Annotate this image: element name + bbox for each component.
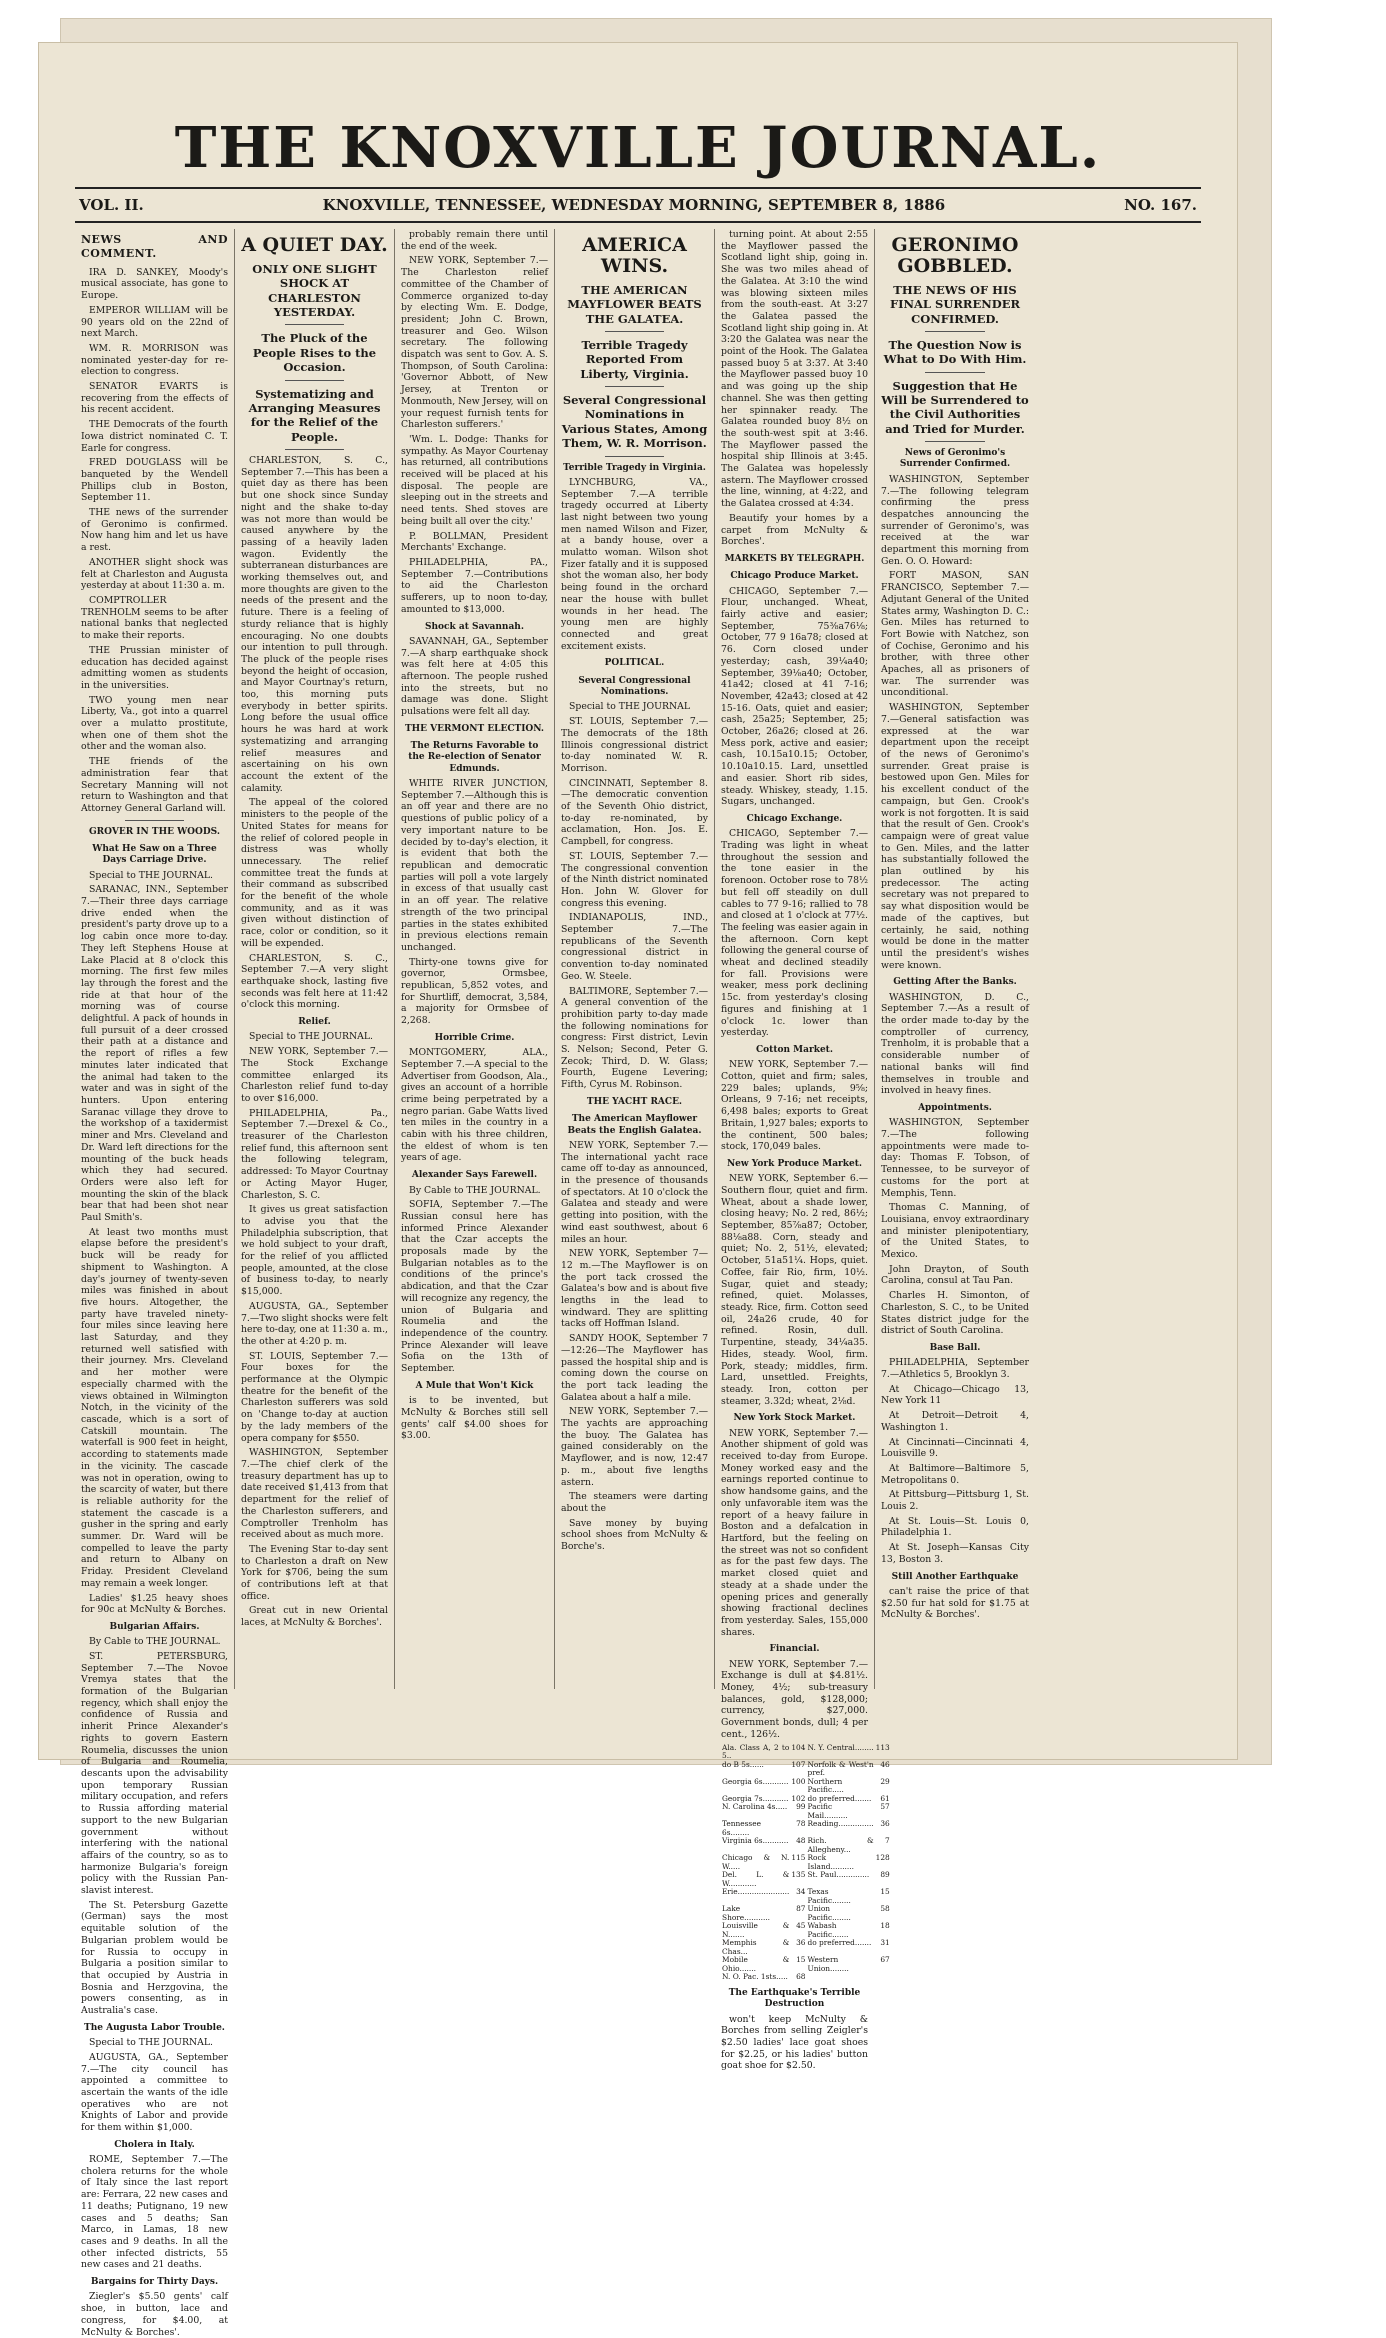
story-credit: Special to THE JOURNAL [569, 701, 691, 713]
story-paragraph: WHITE RIVER JUNCTION, September 7.—Although this is an off year and there are no questions of public policy of a very important nature to be decided by to-day's election, it is evident that both the republican and democratic parties will poll a vote largely in excess of that usually cast in an off year. The relative strength of the two principal parties in the states exhibited in previous elections remain unchanged. [401, 778, 548, 953]
table-row [721, 1854, 891, 1871]
score-line: At St. Joseph—Kansas City 13, Boston 3. [881, 1542, 1029, 1565]
table-row [721, 1888, 891, 1905]
table-cell: 135 [791, 1870, 806, 1880]
story-paragraph: NEW YORK, September 7.—Cotton, quiet and firm; sales, 229 bales; uplands, 9⅝; Orleans, 9 7-16; net receipts, 6,498 bales; exports to Great Britain, 1,927 bales; exports to the continent, 500 bales; stock, 170,049 bales. [721, 1059, 868, 1153]
story-paragraph: NEW YORK, September 7.—Another shipment of gold was received to-day from Europe. Money worked easy and the earnings reported continue to show handsome gains, and the only unfavorable item was the report of a heavy failure in Boston and a defalcation in Hartford, but the feeling on the street was not so confident as for the past few days. The market closed quiet and steady at a shade under the opening prices and generally showing fractional declines from yesterday. Sales, 155,000 shares. [721, 1427, 868, 1638]
table-cell: Tennessee 6s........ [722, 1819, 761, 1837]
table-cell: Texas Pacific........ [807, 1887, 851, 1905]
table-cell: 99 [796, 1802, 806, 1812]
subheadline: The Pluck of the People Rises to the Occasion. [252, 331, 377, 375]
story-paragraph: ST. LOUIS, September 7.—The democrats of the 18th Illinois congressional district to-day nominated W. R. Morrison. [561, 716, 708, 774]
table-cell: Georgia 7s........... [722, 1793, 789, 1803]
table-cell: 15 [880, 1887, 890, 1897]
table-cell: 15 [796, 1955, 806, 1965]
column-3 [395, 229, 555, 1689]
story-heading: New York Stock Market. [733, 1413, 856, 1424]
table-cell [875, 1973, 891, 1982]
table-row [721, 1905, 891, 1922]
table-cell: 128 [875, 1853, 890, 1863]
score-line: PHILADELPHIA, September 7.—Athletics 5, Brooklyn 3. [881, 1357, 1029, 1381]
table-cell: Mobile & Ohio....... [722, 1955, 790, 1973]
story-paragraph: WASHINGTON, D. C., September 7.—As a result of the order made to-day by the comptroller of currency, Trenholm, it is probable that a considerable number of national banks will find themselves in trouble and involved in heavy fines. [881, 991, 1029, 1097]
story-paragraph: Thirty-one towns give for governor, Ormsbee, republican, 5,852 votes, and for Shurtliff, democrat, 3,584, a majority for Ormsbee of 2,268. [401, 956, 548, 1027]
table-row [721, 1956, 891, 1973]
story-paragraph: WASHINGTON, September 7.—The following appointments were made to-day: Thomas F. Tobson, of Tennessee, to be surveyor of customs for the port at Memphis, Tenn. [881, 1117, 1029, 1199]
table-cell: Rock Island.......... [807, 1853, 854, 1871]
story-paragraph: SAVANNAH, GA., September 7.—A sharp earthquake shock was felt here at 4:05 this afternoon. The people rushed into the streets, but no damage was done. Slight pulsations were felt all day. [401, 635, 548, 718]
story-paragraph: At least two months must elapse before the president's buck will be ready for shipment to Washington. A day's journey of twenty-seven miles was finished in about five hours. Altogether, the party have traveled ninety-four miles since leaving here last Saturday, and they returned well satisfied with their journey. Mrs. Cleveland and her mother were especially charmed with the views obtained in Wilmington Notch, in the vicinity of the cascade, which is a sort of Catskill mountain. The waterfall is 900 feet in height, according to statements made in the vicinity. The cascade was not in operation, owing to the scarcity of water, but there is reliable authority for the statement the cascade is a gusher in the spring and early summer. Dr. Ward will be compelled to leave the party and return to Albany on Friday. President Cleveland may remain a week longer. [81, 1226, 228, 1589]
story-heading: Bulgarian Affairs. [109, 1621, 200, 1632]
story-paragraph: can't raise the price of that $2.50 fur hat sold for $1.75 at McNulty & Borches'. [881, 1585, 1029, 1621]
table-cell: 100 [791, 1776, 806, 1786]
subheadline: Several Congressional Nominations in Various States, Among Them, W. R. Morrison. [561, 393, 708, 451]
table-cell: 7 [885, 1836, 890, 1846]
story-paragraph: BALTIMORE, September 7.—A general convention of the prohibition party to-day made the following nominations for congress: First district, Levin S. Nelson; Second, Peter G. Zecok; Third, D. W. Glass; Fourth, Eugene Levering; Fifth, Cyrus M. Robinson. [561, 985, 708, 1091]
story-heading: Horrible Crime. [434, 1032, 515, 1043]
table-cell: St. Paul.............. [807, 1870, 870, 1880]
story-heading: Base Ball. [929, 1342, 981, 1353]
table-cell: 115 [791, 1853, 806, 1863]
story-heading: Chicago Produce Market. [730, 571, 859, 582]
story-paragraph: CHARLESTON, S. C., September 7.—A very slight earthquake shock, lasting five seconds was felt here at 11:42 o'clock this morning. [241, 952, 388, 1011]
advertisement: Save money by buying school shoes from McNulty & Borche's. [561, 1517, 708, 1553]
divider [605, 331, 664, 332]
divider [285, 324, 344, 325]
score-line: At St. Louis—St. Louis 0, Philadelphia 1. [881, 1515, 1029, 1539]
story-paragraph: CHICAGO, September 7.—Trading was light in wheat throughout the session and the tone easier in the forenoon. October rose to 78½ but fell off steadily on dull cables to 77 9-16; rallied to 78 and closed at 1 o'clock at 77½. The feeling was easier again in the afternoon. Corn kept following the general course of wheat and declined steadily for fall. Provisions were weaker, mess pork declining 15c. from yesterday's closing figures and finishing at 1 o'clock 1c. lower than yesterday. [721, 828, 868, 1039]
table-cell: 87 [796, 1904, 806, 1914]
table-row [721, 1871, 891, 1888]
dateline [75, 189, 1201, 221]
signature: P. BOLLMAN, President Merchants' Exchange. [401, 530, 548, 554]
place-date: KNOXVILLE, TENNESSEE, WEDNESDAY MORNING, SEPTEMBER 8, 1886 [322, 196, 946, 214]
table-cell: Georgia 6s........... [722, 1776, 789, 1786]
table-cell: 36 [880, 1819, 890, 1829]
story-paragraph: SOFIA, September 7.—The Russian consul here has informed Prince Alexander that the Czar accepts the proposals made by the Bulgarian notables as to the conditions of the prince's abdication, and that the Czar will recognize any regency, the union of Bulgaria and Roumelia and the independence of the country. Prince Alexander will leave Sofia on the 13th of September. [401, 1199, 548, 1375]
advertisement: Ladies' $1.25 heavy shoes for 90c at McNulty & Borches. [81, 1592, 228, 1616]
story-heading: Cotton Market. [756, 1044, 833, 1055]
table-cell: 46 [880, 1759, 890, 1769]
story-paragraph: NEW YORK, September 7.—The Stock Exchange committee enlarged its Charleston relief fund to-day to over $16,000. [241, 1046, 388, 1104]
news-item: FRED DOUGLASS will be banqueted by the Wendell Phillips club in Boston, September 11. [81, 457, 228, 504]
story-heading: New York Produce Market. [726, 1158, 863, 1169]
column-1 [75, 229, 235, 2338]
divider [285, 380, 344, 381]
story-paragraph: It gives us great satisfaction to advise you that the Philadelphia subscription, that we hold subject to your draft, for the relief of you afflicted people, amounted, at the close of business to-day, to nearly $15,000. [241, 1204, 388, 1298]
story-paragraph: NEW YORK, September 7.—Exchange is dull at $4.81½. Money, 4½; sub-treasury balances, gold, $128,000; currency, $27,000. Government bonds, dull; 4 per cent., 126½. [721, 1658, 868, 1740]
news-item: ANOTHER slight shock was felt at Charleston and Augusta yesterday at about 11:30 a. m. [81, 556, 228, 592]
table-cell: Union Pacific........ [807, 1904, 851, 1922]
story-paragraph: Ziegler's $5.50 gents' calf shoe, in button, lace and congress, for $4.00, at McNulty & Borches'. [81, 2291, 228, 2338]
story-paragraph: NEW YORK, September 7.—The yachts are approaching the buoy. The Galatea has gained considerably on the Mayflower, and is now, 12:47 p. m., about five lengths astern. [561, 1406, 708, 1488]
subheadline: ONLY ONE SLIGHT SHOCK AT CHARLESTON YESTERDAY. [252, 261, 377, 320]
section-heading: MARKETS BY TELEGRAPH. [724, 553, 865, 564]
story-heading: THE VERMONT ELECTION. [404, 723, 545, 734]
table-cell: 89 [880, 1870, 890, 1880]
table-row [721, 1778, 891, 1795]
divider [285, 449, 344, 450]
story-paragraph: Thomas C. Manning, of Louisiana, envoy extraordinary and minister plenipotentiary, of the United States, to Mexico. [881, 1202, 1029, 1261]
table-cell: 67 [880, 1955, 890, 1965]
story-paragraph: The steamers were darting about the [561, 1491, 708, 1514]
news-item: EMPEROR WILLIAM will be 90 years old on the 22nd of next March. [81, 304, 228, 340]
story-paragraph: AUGUSTA, GA., September 7.—Two slight shocks were felt here to-day, one at 11:30 a. m., the other at 4:20 p. m. [241, 1300, 388, 1347]
story-heading: Alexander Says Farewell. [411, 1170, 538, 1181]
table-row [721, 1922, 891, 1939]
story-paragraph: ST. LOUIS, September 7.—The congressional convention of the Ninth district nominated Hon. John W. Glover for congress this evening. [561, 850, 708, 909]
story-paragraph: CHARLESTON, S. C., September 7.—This has been a quiet day as there has been but one shock since Sunday night and the shake to-day was not more than would be caused anywhere by the passing of a heavily laden wagon. Evidently the subterranean disturbances are working themselves out, and more thoughts are given to the needs of the present and the future. There is a feeling of sturdy reliance that is highly encouraging. No one doubts our intention to pull through. The pluck of the people rises beyond the height of occasion, and Mayor Courtnay's return, too, this morning puts everybody in better spirits. Long before the usual office hours he was hard at work systematizing and arranging relief measures and ascertaining on his own account the extent of the calamity. [241, 455, 388, 794]
story-paragraph: is to be invented, but McNulty & Borches still sell gents' calf $4.00 shoes for $3.00. [401, 1395, 548, 1442]
table-cell: Ala. Class A, 2 to 5.. [722, 1742, 790, 1761]
story-heading: News of Geronimo's Surrender Confirmed. [899, 448, 1011, 470]
divider [925, 331, 984, 332]
story-heading: POLITICAL. [604, 658, 665, 669]
story-heading: Shock at Savannah. [424, 621, 524, 632]
story-heading: The Earthquake's Terrible Destruction [728, 1988, 861, 2010]
table-cell: 34 [796, 1887, 806, 1897]
table-row [721, 1744, 891, 1761]
table-cell: N. Y. Central........ [807, 1742, 874, 1752]
story-paragraph: WASHINGTON, September 7.—The following telegram confirming the press despatches announcing the surrender of Geronimo's, was received at the war department this morning from Gen. O. O. Howard: [881, 473, 1029, 567]
story-paragraph: turning point. At about 2:55 the Mayflower passed the Scotland light ship, going in. She was two miles ahead of the Galatea. At 3:10 the wind was blowing sixteen miles from the south-east. At 3:27 the Galatea passed the Scotland light ship going in. At 3:20 the Galatea was near the point of the Hook. The Galatea passed buoy 5 at 3:37. At 3:40 the Mayflower passed buoy 10 and was going up the ship channel. She was then getting her spinnaker ready. The Galatea rounded buoy 8½ on the south-west spit at 3:46. The Mayflower passed the hospital ship Illinois at 3:45. The Galatea was hopelessly astern. The Mayflower crossed the line, winning, at 4:22, and the Galatea crossed at 4:34. [721, 229, 868, 510]
table-cell: N. O. Pac. 1sts..... [722, 1972, 788, 1982]
table-cell: do preferred....... [807, 1793, 872, 1803]
story-credit: By Cable to THE JOURNAL. [89, 1636, 221, 1648]
news-item: WM. R. MORRISON was nominated yester-day for re-election to congress. [81, 342, 228, 378]
table-cell: 18 [880, 1921, 890, 1931]
story-paragraph: PHILADELPHIA, PA., September 7.—Contributions to aid the Charleston sufferers, up to noon to-day, amounted to $13,000. [401, 556, 548, 615]
table-cell: Memphis & Chas... [722, 1938, 790, 1956]
volume-label: VOL. II. [79, 196, 144, 214]
divider [125, 820, 184, 821]
story-heading: THE YACHT RACE. [586, 1096, 683, 1107]
story-paragraph: SARANAC, INN., September 7.—Their three days carriage drive ended when the president's party drove up to a log cabin once more to-day. They left Stephens House at Lake Placid at 8 o'clock this morning. The first few miles lay through the forest and the ride at that hour of the morning was of course delightful. A pack of hounds in full pursuit of a deer crossed their path at a distance and the report of rifles a few minutes later indicated that the animal had taken to the water and was in sight of the hunters. Upon entering Saranac village they drove to the workshop of a taxidermist miner and Mrs. Cleveland and Dr. Ward left directions for the mounting of the buck heads which they had secured. Orders were also left for mounting the skin of the black bear that had been shot near Paul Smith's. [81, 884, 228, 1224]
table-cell: Louisville & N....... [722, 1921, 790, 1939]
table-cell: Pacific Mail.......... [807, 1802, 848, 1820]
table-cell: Chicago & N. W..... [722, 1853, 790, 1871]
news-items [81, 267, 228, 815]
story-subheading: The American Mayflower Beats the English Galatea. [567, 1114, 702, 1136]
story-paragraph: LYNCHBURG, VA., September 7.—A terrible tragedy occurred at Liberty last night between two young men named Wilson and Fizer, at a bandy house, over a mulatto woman. Wilson shot Fizer fatally and it is supposed shot the woman also, her body being found in the orchard near the house with bullet wounds in her head. The young men are highly connected and great excitement exists. [561, 476, 708, 652]
table-row [721, 1837, 891, 1854]
story-paragraph: Charles H. Simonton, of Charleston, S. C., to be United States district judge for the district of South Carolina. [881, 1290, 1029, 1337]
news-item: SENATOR EVARTS is recovering from the effects of his recent accident. [81, 381, 228, 416]
score-line: At Detroit—Detroit 4, Washington 1. [881, 1410, 1029, 1433]
story-paragraph: WASHINGTON, September 7.—General satisfaction was expressed at the war department upon the receipt of the news of Geronimo's surrender. Great praise is bestowed upon Gen. Miles for his excellent conduct of the campaign, but Gen. Crook's work is not forgotten. It is said that the result of Gen. Crook's campaign were of great value to Gen. Miles, and the latter has substantially followed the plan outlined by his predecessor. The acting secretary was not prepared to say what disposition would be made of the captives, but certainly, he said, nothing would be done in the matter until the president's wishes were known. [881, 702, 1029, 971]
story-paragraph: NEW YORK, September 6.—Southern flour, quiet and firm. Wheat, about a shade lower, closing heavy; No. 2 red, 86½; September, 85⅞a87; October, 88⅛a88. Corn, steady and quiet; No. 2, 51½, elevated; October, 51a51¼. Hops, quiet. Coffee, fair Rio, firm, 10½. Sugar, quiet and steady; refined, quiet. Molasses, steady. Rice, firm. Cotton seed oil, 24a26 crude, 40 for refined. Rosin, dull. Turpentine, steady, 34¼a35. Hides, steady. Wool, firm. Pork, steady; middles, firm. Lard, unsettled. Freights, steady. Iron, cotton per steamer, 3.32d; wheat, 2⅛d. [721, 1173, 868, 1407]
news-item: THE Prussian minister of education has decided against admitting women as students in the universities. [81, 644, 228, 691]
story-paragraph: CHICAGO, September 7.—Flour, unchanged. Wheat, fairly active and easier; September, 75⅜a76⅛; October, 77 9 16a78; closed at 76. Corn closed under yesterday; cash, 39¼a40; September, 39⅛a40; October, 41a42; closed at 41 7-16; November, 42a43; closed at 42 15-16. Oats, quiet and easier; cash, 25a25; September, 25; October, 26a26; closed at 26. Mess pork, active and easier; cash, 10.15a10.15; October, 10.10a10.15. Lard, unsettled and easier. Short rib sides, steady. Whiskey, steady, 1.15. Sugars, unchanged. [721, 585, 868, 808]
story-paragraph: 'Wm. L. Dodge: Thanks for sympathy. As Mayor Courtenay has returned, all contributions received will be placed at his disposal. The people are sleeping out in the streets and need tents. Shed stoves are being built all over the city.' [401, 433, 548, 527]
story-paragraph: AUGUSTA, GA., September 7.—The city council has appointed a committee to ascertain the wants of the idle operatives who are not Knights of Labor and provide for them within $1,000. [81, 2051, 228, 2134]
table-cell: Reading............... [807, 1819, 874, 1829]
story-subheading: Several Congressional Nominations. [578, 675, 691, 698]
table-cell: Rich. & Allegheny... [807, 1836, 874, 1854]
subheadline: THE NEWS OF HIS FINAL SURRENDER CONFIRMED. [889, 282, 1021, 326]
story-credit: By Cable to THE JOURNAL. [409, 1184, 541, 1196]
column-6 [875, 229, 1035, 1689]
story-paragraph: John Drayton, of South Carolina, consul at Tau Pan. [881, 1263, 1029, 1287]
advertisement: Great cut in new Oriental laces, at McNulty & Borches'. [241, 1605, 388, 1629]
story-heading: Getting After the Banks. [893, 977, 1017, 988]
story-paragraph: CINCINNATI, September 8.—The democratic convention of the Seventh Ohio district, to-day re-nominated, by acclamation, Hon. Jos. E. Campbell, for congress. [561, 777, 708, 848]
table-cell: do preferred....... [807, 1938, 872, 1948]
subheadline: Suggestion that He Will be Surrendered to the Civil Authorities and Tried for Murder. [881, 378, 1029, 436]
story-paragraph: The Evening Star to-day sent to Charleston a draft on New York for $706, being the sum of contributions left at that office. [241, 1543, 388, 1602]
story-paragraph: ROME, September 7.—The cholera returns for the whole of Italy since the last report are: Ferrara, 22 new cases and 11 deaths; Putignano, 19 new cases and 5 deaths; San Marco, in Lamas, 18 new cases and 9 deaths. In all the other infected districts, 55 new cases and 21 deaths. [81, 2154, 228, 2271]
advertisement: Beautify your homes by a carpet from McNulty & Borches'. [721, 512, 868, 548]
table-cell: 36 [796, 1938, 806, 1948]
news-item: TWO young men near Liberty, Va., got into a quarrel over a mulatto prostitute, when one of them shot the other and the woman also. [81, 694, 228, 753]
news-item: THE Democrats of the fourth Iowa district nominated C. T. Earle for congress. [81, 419, 228, 454]
table-cell: 68 [796, 1972, 806, 1982]
story-heading: Terrible Tragedy in Virginia. [563, 462, 706, 473]
table-cell: Western Union........ [807, 1955, 849, 1973]
story-paragraph: The St. Petersburg Gazette (German) says the most equitable solution of the Bulgarian problem would be for Russia to occupy in Bulgaria a position similar to that occupied by Austria in Bosnia and Herzgovina, the powers consenting, as in Australia's case. [81, 1899, 228, 2017]
story-heading: Cholera in Italy. [114, 2139, 195, 2150]
table-cell: Virginia 6s........... [722, 1836, 789, 1846]
story-paragraph: probably remain there until the end of the week. [401, 229, 548, 252]
story-paragraph: NEW YORK, September 7.—The Charleston relief committee of the Chamber of Commerce organized to-day by electing Wm. E. Dodge, president; John C. Brown, treasurer and Geo. Wilson secretary. The following dispatch was sent to Gov. A. S. Thompson, of South Carolina: 'Governor Abbott, of New Jersey, at Trenton or Monmouth, New Jersey, will on your request furnish tents for Charleston sufferers.' [401, 255, 548, 431]
table-cell: N. Carolina 4s..... [722, 1802, 788, 1812]
story-credit: Special to THE JOURNAL. [89, 869, 213, 881]
table-cell: Erie...................... [722, 1887, 790, 1897]
issue-number: NO. 167. [1124, 196, 1197, 214]
table-row [721, 1803, 891, 1820]
columns [75, 229, 1201, 2338]
score-line: At Pittsburg—Pittsburg 1, St. Louis 2. [881, 1489, 1029, 1513]
table-cell: 107 [791, 1759, 806, 1769]
table-cell: 29 [880, 1776, 890, 1786]
subheadline: Terrible Tragedy Reported From Liberty, Virginia. [580, 337, 689, 381]
news-item: THE friends of the administration fear that Secretary Manning will not return to Washington and that Attorney General Garland will. [81, 756, 228, 814]
newspaper-page [38, 42, 1238, 2338]
story-paragraph: NEW YORK, September 7—12 m.—The Mayflower is on the port tack crossed the Galatea's bow and is about five lengths in the lead to windward. They are splitting tacks off Hoffman Island. [561, 1248, 708, 1330]
table-row [721, 1761, 891, 1778]
table-cell [806, 1973, 874, 1982]
dateline-rule [75, 221, 1201, 223]
column-2 [235, 229, 395, 1689]
table-cell: 78 [796, 1819, 806, 1829]
financial-table [721, 1744, 891, 1982]
table-cell: Norfolk & West'n pref. [807, 1759, 874, 1778]
story-subheading: The Returns Favorable to the Re-election of Senator Edmunds. [408, 741, 541, 774]
table-cell: 57 [880, 1802, 890, 1812]
table-cell: 58 [880, 1904, 890, 1914]
table-cell: 104 [791, 1742, 806, 1752]
table-cell: 45 [796, 1921, 806, 1931]
divider [605, 456, 664, 457]
table-row [721, 1939, 891, 1956]
story-credit: Special to THE JOURNAL. [89, 2037, 213, 2049]
story-credit: Special to THE JOURNAL. [249, 1031, 373, 1043]
table-row [721, 1820, 891, 1837]
news-item: IRA D. SANKEY, Moody's musical associate, has gone to Europe. [81, 266, 228, 302]
divider [925, 441, 984, 442]
story-paragraph: MONTGOMERY, ALA., September 7.—A special to the Advertiser from Goodson, Ala., gives an account of a horrible crime being perpetrated by a negro parian. Gabe Watts lived ten miles in the country in a cabin with his three children, the eldest of whom is ten years of age. [401, 1047, 548, 1164]
news-item: THE news of the surrender of Geronimo is confirmed. Now hang him and let us have a rest. [81, 507, 228, 554]
story-paragraph: The appeal of the colored ministers to the people of the United States for means for the relief of colored people in distress was wholly unnecessary. The relief committee treat the funds at their command as subscribed for the benefit of the whole community, and as it was given without distinction of race, color or condition, so it will be expended. [241, 797, 388, 949]
story-paragraph: SANDY HOOK, September 7—12:26—The Mayflower has passed the hospital ship and is coming down the course on the port tack leading the Galatea about a half a mile. [561, 1333, 708, 1403]
story-paragraph: INDIANAPOLIS, IND., September 7.—The republicans of the Seventh congressional district in convention to-day nominated Geo. W. Steele. [561, 912, 708, 982]
story-paragraph: ST. PETERSBURG, September 7.—The Novoe Vremya states that the formation of the Bulgarian regency, which shall enjoy the confidence of Russia and inherit Prince Alexander's rights to govern Eastern Roumelia, discusses the union of Bulgaria and Roumelia, descants upon the advisability upon temporary Russian military occupation, and refers to Russia affording material support to the new Bulgarian government without interfering with the national affairs of the country, so as to harmonize Bulgaria's foreign policy with the Russian Pan-slavist interest. [81, 1650, 228, 1897]
story-paragraph: WASHINGTON, September 7.—The chief clerk of the treasury department has up to date received $1,413 from that department for the relief of the Charleston sufferers, and Comptroller Trenholm has received about as much more. [241, 1447, 388, 1541]
headline: A QUIET DAY. [241, 234, 388, 256]
story-subheading: What He Saw on a Three Days Carriage Drive. [92, 843, 217, 866]
divider [605, 386, 664, 387]
table-cell: 113 [875, 1742, 890, 1752]
story-paragraph: ST. LOUIS, September 7.—Four boxes for the performance at the Olympic theatre for the benefit of the Charleston sufferers was sold on 'Change to-day at auction by the lady members of the opera company for $550. [241, 1350, 388, 1444]
table-cell: Wabash Pacific....... [807, 1921, 849, 1939]
story-heading: Financial. [769, 1644, 820, 1655]
table-cell: Northern Pacific..... [807, 1776, 844, 1795]
story-heading: Appointments. [918, 1103, 992, 1113]
table-cell: do B 5s...... [722, 1759, 764, 1769]
story-paragraph: FORT MASON, SAN FRANCISCO, September 7.—Adjutant General of the United States army, Washington D. C.: Gen. Miles has returned to Fort Bowie with Natchez, son of Cochise, Geronimo and his brother, with three other Apaches, all as prisoners of war. The surrender was unconditional. [881, 570, 1029, 699]
column-4 [555, 229, 715, 1689]
score-line: At Baltimore—Baltimore 5, Metropolitans 0. [881, 1462, 1029, 1486]
subheadline: The Question Now is What to Do With Him. [883, 337, 1027, 367]
table-cell: 31 [880, 1938, 890, 1948]
table-cell: 48 [796, 1836, 806, 1846]
subheadline: THE AMERICAN MAYFLOWER BEATS THE GALATEA. [567, 282, 702, 326]
story-heading: Chicago Exchange. [746, 814, 843, 824]
score-line: At Chicago—Chicago 13, New York 11 [881, 1383, 1029, 1407]
story-heading: Bargains for Thirty Days. [90, 2277, 219, 2288]
story-paragraph: NEW YORK, September 7.—The international yacht race came off to-day as announced, in the presence of thousands of spectators. At 10 o'clock the Galatea and steady and were getting into position, with the wind east southwest, about 6 miles an hour. [561, 1139, 708, 1245]
masthead-title: THE KNOXVILLE JOURNAL. [174, 115, 1102, 181]
table-cell: 102 [791, 1793, 806, 1803]
score-line: At Cincinnati—Cincinnati 4, Louisville 9. [881, 1436, 1029, 1460]
story-paragraph: won't keep McNulty & Borches from selling Zeigler's $2.50 ladies' lace goat shoes for $2.25, or his ladies' button goat shoe for $2.50. [721, 2013, 868, 2072]
story-heading: GROVER IN THE WOODS. [89, 826, 220, 837]
story-paragraph: PHILADELPHIA, Pa., September 7.—Drexel & Co., treasurer of the Charleston relief fund, this afternoon sent the following telegram, addressed: To Mayor Courtnay or Acting Mayor Huger, Charleston, S. C. [241, 1107, 388, 1201]
story-heading: Still Another Earthquake [891, 1571, 1019, 1582]
story-heading: Relief. [298, 1017, 331, 1028]
story-heading: The Augusta Labor Trouble. [84, 2022, 225, 2033]
table-cell: Del. L. & W............ [722, 1870, 790, 1888]
subheadline: Systematizing and Arranging Measures for the Relief of the People. [248, 386, 381, 444]
divider [925, 372, 984, 373]
headline: GERONIMO GOBBLED. [891, 234, 1019, 277]
news-item: COMPTROLLER TRENHOLM seems to be after national banks that neglected to make their reports. [81, 595, 228, 642]
column-5 [715, 229, 890, 2072]
story-heading: A Mule that Won't Kick [415, 1380, 534, 1391]
section-heading: NEWS AND COMMENT. [81, 233, 228, 260]
headline: AMERICA WINS. [582, 234, 687, 277]
table-cell: 61 [880, 1793, 890, 1803]
table-row [721, 1973, 891, 1982]
table-cell: Lake Shore........... [722, 1904, 771, 1922]
